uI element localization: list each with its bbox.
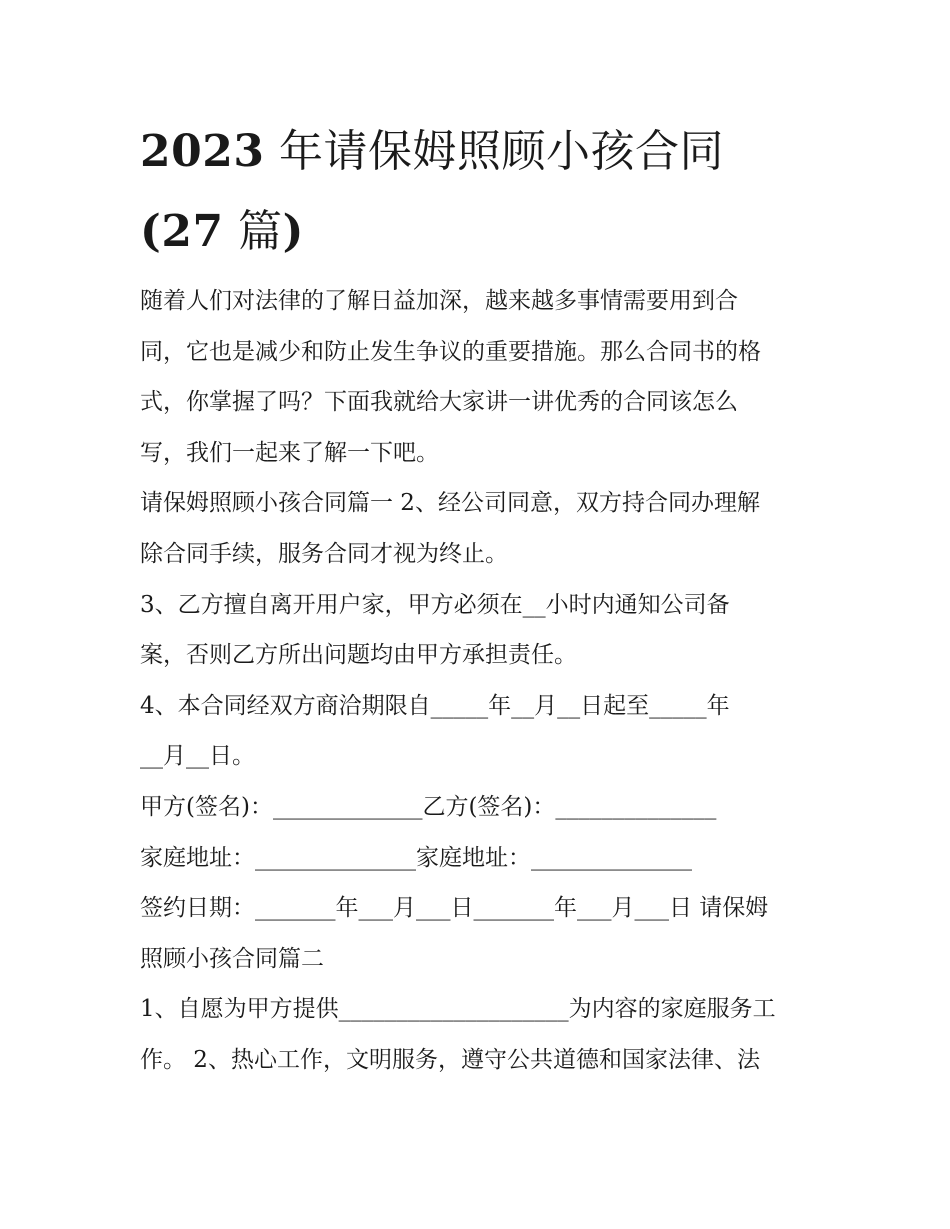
title-text: 年请保姆照顾小孩合同	[278, 126, 724, 177]
body-line: 作。 2、热心工作，文明服务，遵守公共道德和国家法律、法	[140, 1046, 760, 1073]
title-count-unit: 篇	[238, 206, 283, 257]
title-paren-close: )	[282, 206, 304, 257]
body-line: 请保姆照顾小孩合同篇一 2、经公司同意，双方持合同办理解	[140, 490, 760, 517]
body-line: 4、本合同经双方商洽期限自_____年__月__日起至_____年	[140, 692, 730, 719]
document-body	[140, 276, 820, 1086]
body-line: 1、自愿为甲方提供____________________为内容的家庭服务工	[140, 996, 776, 1023]
body-line: 家庭地址：______________家庭地址：______________	[140, 844, 692, 871]
body-line: 甲方(签名)：_____________乙方(签名)：______________	[140, 793, 717, 820]
body-line: __月__日。	[140, 743, 255, 770]
title-count: 27	[161, 206, 224, 257]
body-line: 案，否则乙方所出问题均由甲方承担责任。	[140, 642, 577, 669]
body-line: 除合同手续，服务合同才视为终止。	[140, 540, 508, 567]
body-line: 照顾小孩合同篇二	[140, 945, 324, 972]
body-line: 式，你掌握了吗？下面我就给大家讲一讲优秀的合同该怎么	[140, 389, 738, 416]
body-line: 同，它也是减少和防止发生争议的重要措施。那么合同书的格	[140, 338, 761, 365]
body-line: 3、乙方擅自离开用户家，甲方必须在__小时内通知公司备	[140, 591, 730, 618]
title-line-1	[140, 112, 840, 192]
title-paren-open: (	[140, 206, 162, 257]
title-year: 2023	[140, 126, 265, 177]
body-line: 写，我们一起来了解一下吧。	[140, 439, 439, 466]
body-line: 签约日期：_______年___月___日_______年___月___日 请保姆	[140, 895, 769, 922]
title-line-2	[140, 192, 840, 272]
body-line: 随着人们对法律的了解日益加深，越来越多事情需要用到合	[140, 288, 738, 314]
document-title	[140, 112, 840, 272]
